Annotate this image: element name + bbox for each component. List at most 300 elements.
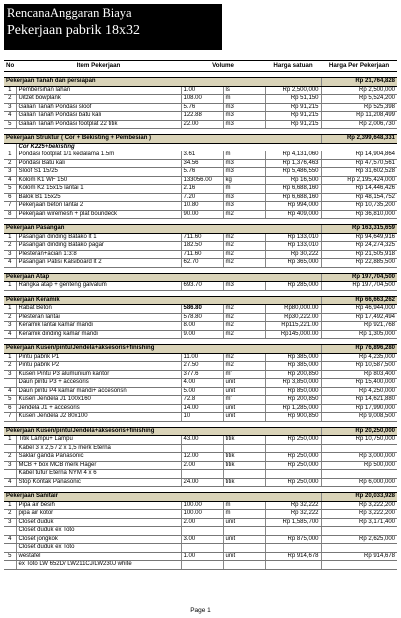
row-volume: 5.76 [181, 168, 223, 177]
row-total [321, 561, 397, 570]
row-item: Plesteran+acian 1:3:8 [16, 250, 181, 259]
table-row [4, 176, 397, 185]
row-unit: m2 [223, 305, 265, 314]
row-volume: 5.76 [181, 103, 223, 112]
row-unit: m [223, 151, 265, 159]
table-row [4, 444, 397, 453]
row-volume: 122.88 [181, 112, 223, 121]
row-unit-price: Rp 250,000 [265, 478, 321, 487]
row-total [321, 444, 397, 453]
row-unit: m2 [223, 322, 265, 331]
section-title: Pekerjaan Kusen/pintu/Jendela+aksesoris+finishing [4, 427, 321, 436]
row-item: Rangka atap + genteng galvalum [16, 282, 181, 291]
table-row [4, 461, 397, 470]
row-unit-price: Rp 200,850 [265, 370, 321, 379]
row-unit-price: Rp 51,150 [265, 95, 321, 104]
row-no: 1 [4, 151, 16, 159]
row-volume: 43.00 [181, 436, 223, 445]
row-volume: 108.00 [181, 95, 223, 104]
row-unit-price: Rp 133,010 [265, 233, 321, 242]
section-header-row [4, 273, 397, 282]
row-total: Rp 4,235,000 [321, 353, 397, 362]
row-no: 1 [4, 305, 16, 314]
row-volume: 3.00 [181, 535, 223, 544]
row-total: Rp 4,250,000 [321, 387, 397, 396]
row-unit: m2 [223, 259, 265, 268]
table-row [4, 95, 397, 104]
row-total: Rp 1,305,000 [321, 330, 397, 339]
row-no: 4 [4, 535, 16, 544]
row-unit: m2 [223, 353, 265, 362]
row-unit: m3 [223, 159, 265, 168]
row-unit-price: Rp 994,000 [265, 202, 321, 211]
row-no: 3 [4, 322, 16, 331]
row-total: Rp 94,649,916 [321, 233, 397, 242]
table-row [4, 185, 397, 194]
table-row [4, 436, 397, 445]
row-item: Galian Tanah Pondasi footplat 22 titik [16, 120, 181, 129]
title-line-1: RencanaAnggaran Biaya [7, 6, 132, 20]
row-unit-price: Rp 850,000 [265, 387, 321, 396]
table-row [4, 103, 397, 112]
row-volume [181, 444, 223, 453]
section-total: Rp 20,250,000 [321, 427, 397, 436]
row-volume: 182.50 [181, 242, 223, 251]
row-item: Daun pintu P4 kamar mandi+ accesorisn [16, 387, 181, 396]
row-no: 5 [4, 552, 16, 561]
row-unit: m2 [223, 233, 265, 242]
table-row [4, 242, 397, 251]
table-row [4, 202, 397, 211]
row-volume: 7.20 [181, 193, 223, 202]
row-unit [223, 561, 265, 570]
table-header-row [4, 61, 397, 72]
row-total: Rp 14,446,426 [321, 185, 397, 194]
row-no: 2 [4, 510, 16, 519]
row-unit-price: Rp 32,222 [265, 510, 321, 519]
row-item: westafel [16, 552, 181, 561]
row-no: 7 [4, 202, 16, 211]
row-unit: unit [223, 387, 265, 396]
row-no: 3 [4, 250, 16, 259]
row-no [4, 561, 16, 570]
row-volume [181, 527, 223, 536]
table-row [4, 379, 397, 388]
table-row [4, 86, 397, 95]
row-no: 2 [4, 242, 16, 251]
table-row [4, 470, 397, 479]
row-item: Rabat Beton [16, 305, 181, 314]
row-unit: kg [223, 176, 265, 185]
row-total [321, 470, 397, 479]
row-item: Jendela J1 + accesoris [16, 404, 181, 413]
row-item: Daun pintu P3 + accesoris [16, 379, 181, 388]
row-volume: 10 [181, 413, 223, 422]
row-unit: m3 [223, 120, 265, 129]
row-total: Rp 5,524,200 [321, 95, 397, 104]
row-volume: 3.61 [181, 151, 223, 159]
row-volume: 5.00 [181, 387, 223, 396]
row-item: Kusen Pintu P3 alumunium kantor [16, 370, 181, 379]
row-unit-price: Rp 875,000 [265, 535, 321, 544]
row-item: Closet jongkok [16, 535, 181, 544]
row-total: Rp 3,222,200 [321, 510, 397, 519]
section-total: Rp 2,399,648,331 [321, 135, 397, 144]
row-no: 2 [4, 313, 16, 322]
row-volume: 22.00 [181, 120, 223, 129]
row-no: 2 [4, 159, 16, 168]
table-row [4, 370, 397, 379]
row-total: Rp 14,904,864 [321, 151, 397, 159]
section-header-row [4, 135, 397, 144]
row-volume: 12.00 [181, 453, 223, 462]
table-row [4, 453, 397, 462]
row-total: Rp 2,625,000 [321, 535, 397, 544]
section-total: Rp 66,663,262 [321, 296, 397, 305]
table-row [4, 544, 397, 553]
row-total: Rp 31,602,528 [321, 168, 397, 177]
row-unit-price: Rp 250,000 [265, 436, 321, 445]
row-unit-price: Rp 3,850,000 [265, 379, 321, 388]
table-row [4, 396, 397, 405]
table-row [4, 362, 397, 371]
row-item: Kusen Jendela J1 100x160 [16, 396, 181, 405]
row-volume: 72.8 [181, 396, 223, 405]
row-item: Pekerjaan wiremesh + plat boundeck [16, 210, 181, 219]
table-row [4, 535, 397, 544]
table-row [4, 120, 397, 129]
row-unit-price: Rp 91,215 [265, 112, 321, 121]
row-item: Closet duduk [16, 518, 181, 527]
row-total [321, 527, 397, 536]
row-unit: unit [223, 379, 265, 388]
row-item: MCB + box MCB merk Hager [16, 461, 181, 470]
section-title: Pekerjaan Keramik [4, 296, 321, 305]
section-total: Rp 197,704,500 [321, 273, 397, 282]
row-total: Rp 2,195,424,000 [321, 176, 397, 185]
row-volume: 693.70 [181, 282, 223, 291]
section-total: Rp 163,315,659 [321, 225, 397, 234]
row-unit [223, 527, 265, 536]
table-row [4, 313, 397, 322]
row-total: Rp 2,006,730 [321, 120, 397, 129]
row-item: Saklar ganda Panasonic [16, 453, 181, 462]
row-unit-price: Rp 385,000 [265, 362, 321, 371]
row-unit: m3 [223, 193, 265, 202]
row-unit: m3 [223, 112, 265, 121]
row-total: Rp 3,222,200 [321, 501, 397, 510]
header-total: Harga Per Pekerjaan [321, 61, 397, 72]
row-item: Stop Kontak Panasonic [16, 478, 181, 487]
row-item: Closet duduk ex Toto [16, 527, 181, 536]
row-no: 3 [4, 461, 16, 470]
row-no: 1 [4, 282, 16, 291]
row-unit: titik [223, 461, 265, 470]
row-total: Rp 17,990,000 [321, 404, 397, 413]
row-unit-price [265, 444, 321, 453]
row-volume: 11.00 [181, 353, 223, 362]
row-no: 3 [4, 370, 16, 379]
row-item: Pembersihan lahan [16, 86, 181, 95]
row-unit-price: Rp 1,376,463 [265, 159, 321, 168]
row-no [4, 379, 16, 388]
row-total: Rp 803,400 [321, 370, 397, 379]
row-volume: 711.60 [181, 250, 223, 259]
row-no: 3 [4, 103, 16, 112]
row-no: 4 [4, 112, 16, 121]
row-total: Rp 24,274,325 [321, 242, 397, 251]
row-item: Keramik lantai kamar mandi [16, 322, 181, 331]
row-no: 6 [4, 404, 16, 413]
row-no: 1 [4, 436, 16, 445]
table-row [4, 478, 397, 487]
row-item: Keramik dinding kamar mandi [16, 330, 181, 339]
section-title: Pekerjaan Sanitair [4, 493, 321, 502]
row-total: Rp 14,621,880 [321, 396, 397, 405]
header-item: Item Pekerjaan [16, 61, 181, 72]
row-unit-price: Rp115,221.00 [265, 322, 321, 331]
row-item: Sloof S1 15/25 [16, 168, 181, 177]
row-total: Rp 10,750,000 [321, 436, 397, 445]
row-item: ex Toto LW 652D/ LW211CJ/LW230J white [16, 561, 181, 570]
row-total: Rp 3,171,400 [321, 518, 397, 527]
section-title: Pekerjaan Pasangan [4, 225, 321, 234]
table-row [4, 518, 397, 527]
row-no: 4 [4, 259, 16, 268]
table-row [4, 193, 397, 202]
row-total: Rp 10,587,500 [321, 362, 397, 371]
row-unit-price [265, 561, 321, 570]
row-item: Galian Tanah Pondasi sloof [16, 103, 181, 112]
row-volume: 2.16 [181, 185, 223, 194]
row-unit: m2 [223, 362, 265, 371]
row-total: Rp 47,570,561 [321, 159, 397, 168]
row-unit-price: Rp 2,500,000 [265, 86, 321, 95]
title-block [4, 4, 222, 50]
row-total [321, 544, 397, 553]
table-row [4, 112, 397, 121]
row-unit: m2 [223, 250, 265, 259]
row-volume: 34.56 [181, 159, 223, 168]
row-unit: m [223, 501, 265, 510]
row-volume: 100.00 [181, 501, 223, 510]
section-header-row [4, 427, 397, 436]
row-total: Rp 500,000 [321, 461, 397, 470]
row-total: Rp 9,008,500 [321, 413, 397, 422]
row-unit: m' [223, 396, 265, 405]
row-total: Rp 6,000,000 [321, 478, 397, 487]
row-total: Rp 36,810,000 [321, 210, 397, 219]
row-unit: unit [223, 413, 265, 422]
row-volume: 586.80 [181, 305, 223, 314]
row-volume [181, 561, 223, 570]
row-unit: m [223, 510, 265, 519]
sub-no [4, 143, 16, 151]
row-unit-price: Rp80,000.00 [265, 305, 321, 314]
row-no [4, 470, 16, 479]
row-unit-price: Rp 900,850 [265, 413, 321, 422]
row-unit-price [265, 544, 321, 553]
row-unit-price [265, 470, 321, 479]
row-volume: 27.50 [181, 362, 223, 371]
section-header-row [4, 345, 397, 354]
row-item: Uitzet bowplank [16, 95, 181, 104]
row-unit-price: Rp 200,850 [265, 396, 321, 405]
section-subheading: Cor K225+bekisting [16, 143, 397, 151]
row-volume: 14.00 [181, 404, 223, 413]
row-item: Galian Tanah Pondasi batu kali [16, 112, 181, 121]
table-row [4, 282, 397, 291]
row-unit: m3 [223, 168, 265, 177]
row-total: Rp 525,398 [321, 103, 397, 112]
row-unit [223, 444, 265, 453]
row-unit: unit [223, 552, 265, 561]
table-row [4, 210, 397, 219]
table-row [4, 233, 397, 242]
row-unit: m2 [223, 330, 265, 339]
row-total: Rp 21,505,918 [321, 250, 397, 259]
row-no: 4 [4, 478, 16, 487]
table-row [4, 250, 397, 259]
header-volume: Volume [181, 61, 265, 72]
section-header-row [4, 296, 397, 305]
section-header-row [4, 493, 397, 502]
row-unit-price: Rp 133,010 [265, 242, 321, 251]
section-header-row [4, 78, 397, 87]
row-volume: 2.00 [181, 461, 223, 470]
row-item: Pondasi Batu kali [16, 159, 181, 168]
row-unit-price: Rp 91,215 [265, 120, 321, 129]
table-body [4, 72, 397, 570]
row-total: Rp 3,000,000 [321, 453, 397, 462]
section-title: Pekerjaan Tanah dan persiapan [4, 78, 321, 87]
row-item: Kusen Jendela J2 80x100 [16, 413, 181, 422]
row-no: 7 [4, 413, 16, 422]
row-item: Pasangan dinding Batako pagar [16, 242, 181, 251]
row-unit-price: Rp 91,215 [265, 103, 321, 112]
row-unit-price: Rp 409,000 [265, 210, 321, 219]
row-item: Pekerjaan beton lantai 2 [16, 202, 181, 211]
row-item: Pipa air besih [16, 501, 181, 510]
section-title: Pekerjaan Struktur ( Cor + Bekisting + Pembesian ) [4, 135, 321, 144]
row-unit-price: Rp 32,222 [265, 501, 321, 510]
row-unit-price: Rp 5,486,550 [265, 168, 321, 177]
row-unit: unit [223, 518, 265, 527]
row-no: 4 [4, 176, 16, 185]
row-no: 1 [4, 86, 16, 95]
row-unit: unit [223, 535, 265, 544]
row-total: Rp 22,885,500 [321, 259, 397, 268]
row-no: 4 [4, 330, 16, 339]
row-no: 2 [4, 95, 16, 104]
table-row [4, 510, 397, 519]
row-no: 2 [4, 362, 16, 371]
row-total: Rp 2,500,000 [321, 86, 397, 95]
row-unit-price: Rp 385,000 [265, 353, 321, 362]
row-item: Closet duduk ex Toto [16, 544, 181, 553]
row-no: 3 [4, 518, 16, 527]
table-row [4, 387, 397, 396]
row-total: Rp 48,154,752 [321, 193, 397, 202]
row-total: Rp 11,208,499 [321, 112, 397, 121]
row-no: 1 [4, 501, 16, 510]
row-unit-price: Rp145,000.00 [265, 330, 321, 339]
row-unit: m2 [223, 210, 265, 219]
row-unit-price: Rp 4,131,060 [265, 151, 321, 159]
section-title: Pekerjaan Kusen/pintu/Jendela+aksesoris+finishing [4, 345, 321, 354]
row-no: 1 [4, 353, 16, 362]
section-total: Rp 76,896,280 [321, 345, 397, 354]
table-row [4, 561, 397, 570]
table-row [4, 322, 397, 331]
title-line-2: Pekerjaan pabrik 18x32 [7, 23, 140, 38]
row-unit: titik [223, 453, 265, 462]
row-item: Pasangan dinding Batako lt 1 [16, 233, 181, 242]
row-total: Rp 46,944,000 [321, 305, 397, 314]
row-unit-price: Rp 1,285,000 [265, 404, 321, 413]
budget-table [4, 60, 397, 570]
row-unit: m2 [223, 242, 265, 251]
table-row [4, 159, 397, 168]
table-row [4, 501, 397, 510]
row-unit-price: Rp 365,000 [265, 259, 321, 268]
row-volume: 24.00 [181, 478, 223, 487]
row-unit-price: Rp 1,585,700 [265, 518, 321, 527]
table-row [4, 305, 397, 314]
row-unit: titik [223, 478, 265, 487]
row-no: 5 [4, 120, 16, 129]
row-unit: m3 [223, 103, 265, 112]
row-volume: 10.80 [181, 202, 223, 211]
section-title: Pekerjaan Atap [4, 273, 321, 282]
row-no [4, 544, 16, 553]
table-row [4, 527, 397, 536]
row-unit-price: Rp 914,678 [265, 552, 321, 561]
row-no: 3 [4, 168, 16, 177]
row-volume: 62.70 [181, 259, 223, 268]
row-item: pipa air kotor [16, 510, 181, 519]
section-subheading-row [4, 143, 397, 151]
header-unit-price: Harga satuan [265, 61, 321, 72]
row-item: Pintu pabrik P2 [16, 362, 181, 371]
table-row [4, 552, 397, 561]
row-unit-price: Rp 16,500 [265, 176, 321, 185]
row-volume: 2.00 [181, 518, 223, 527]
row-item: Balok B1 15x25 [16, 193, 181, 202]
row-unit: m3 [223, 282, 265, 291]
row-unit-price: Rp 285,000 [265, 282, 321, 291]
table-row [4, 151, 397, 159]
row-total: Rp 15,400,000 [321, 379, 397, 388]
table-row [4, 330, 397, 339]
row-unit-price [265, 527, 321, 536]
row-unit-price: Rp 30,222 [265, 250, 321, 259]
row-volume [181, 544, 223, 553]
row-item: Pasangan Patisi Kalsiboard lt 2 [16, 259, 181, 268]
row-volume: 1.00 [181, 552, 223, 561]
table-row [4, 404, 397, 413]
row-unit: titik [223, 436, 265, 445]
row-item: Kabel tufur Eterna NYM 4 x 6 [16, 470, 181, 479]
row-item: Titik Lampu+ Lampu [16, 436, 181, 445]
row-volume: 90.00 [181, 210, 223, 219]
row-no: 6 [4, 193, 16, 202]
row-item: Plesteran lantai [16, 313, 181, 322]
row-unit-price: Rp 250,000 [265, 453, 321, 462]
page-number: Page 1 [190, 607, 211, 614]
row-unit: m2 [223, 313, 265, 322]
row-no: 4 [4, 387, 16, 396]
